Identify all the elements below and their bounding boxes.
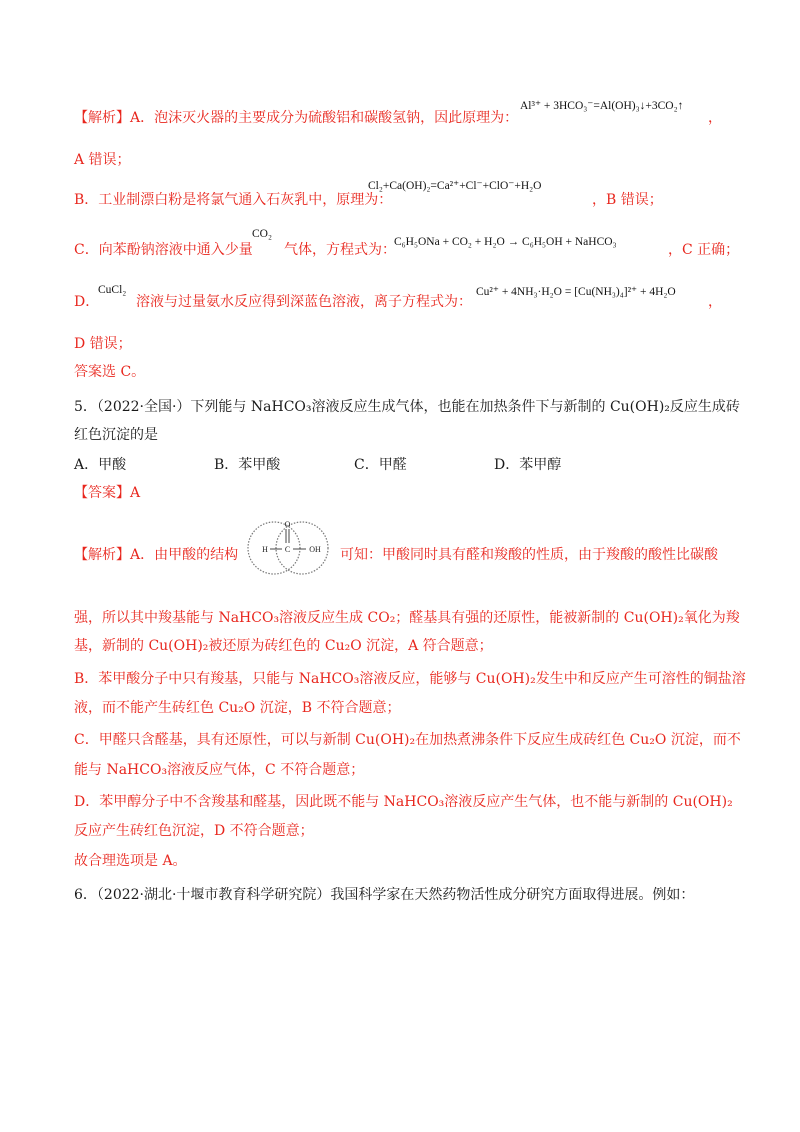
- analysis-a-text: 【解析】A．泡沫灭火器的主要成分为硫酸铝和碳酸氢钠，因此原理为：: [74, 110, 519, 126]
- formula-cucl2: CuCl₂: [98, 284, 127, 296]
- formula-b: Cl₂+Ca(OH)₂=Ca²⁺+Cl⁻+ClO⁻+H₂O: [368, 180, 542, 192]
- q5-option-a: A．甲酸: [74, 457, 127, 473]
- q5-analysis-line-7: D．苯甲醇分子中不含羧基和醛基，因此既不能与 NaHCO₃溶液反应产生气体，也不能与新制的 Cu(OH)₂: [74, 794, 733, 810]
- structure-h: H: [262, 545, 268, 554]
- q5-stem-line1: 5．（2022·全国·）下列能与 NaHCO₃溶液反应生成气体，也能在加热条件下与新制的 Cu(OH)₂反应生成砖: [74, 399, 740, 415]
- q5-analysis-line-9: 故合理选项是 A。: [74, 853, 187, 869]
- q5-analysis-line-8: 反应产生砖红色沉淀，D 不符合题意；: [74, 823, 314, 839]
- formula-a: Al³⁺ + 3HCO₃⁻=Al(OH)₃↓+3CO₂↑: [520, 100, 684, 112]
- formula-d: Cu²⁺ + 4NH₃·H₂O = [Cu(NH₃)₄]²⁺ + 4H₂O: [476, 286, 676, 298]
- structure-c: C: [284, 545, 291, 554]
- q6-stem: 6．（2022·湖北·十堰市教育科学研究院）我国科学家在天然药物活性成分研究方面取得进展。例如：: [74, 887, 695, 903]
- q5-answer: 【答案】A: [74, 485, 141, 501]
- analysis-b-text: B．工业制漂白粉是将氯气通入石灰乳中，原理为：: [74, 192, 393, 208]
- analysis-d-label: D．: [74, 294, 100, 310]
- formula-co2: CO₂: [252, 228, 272, 240]
- analysis-c-text2: 气体，方程式为：: [284, 242, 396, 258]
- analysis-d-text: 溶液与过量氨水反应得到深蓝色溶液，离子方程式为：: [136, 294, 472, 310]
- analysis-d-tail: ，: [708, 294, 722, 310]
- q5-analysis-after: 可知：甲酸同时具有醛和羧酸的性质，由于羧酸的酸性比碳酸: [340, 547, 718, 563]
- q5-analysis-line-2: 基，新制的 Cu(OH)₂被还原为砖红色的 Cu₂O 沉淀，A 符合题意；: [74, 638, 493, 654]
- analysis-c-tail: ，C 正确；: [668, 242, 740, 258]
- q5-analysis-line-6: 能与 NaHCO₃溶液反应气体，C 不符合题意；: [74, 762, 365, 778]
- q5-option-d: D．苯甲醇: [494, 457, 562, 473]
- q5-analysis-line-5: C．甲醛只含醛基，具有还原性，可以与新制 Cu(OH)₂在加热煮沸条件下反应生成砖红色 Cu₂O 沉淀，而不: [74, 732, 741, 748]
- analysis-c-text: C．向苯酚钠溶液中通入少量: [74, 242, 253, 258]
- analysis-a-tail: ，: [708, 110, 722, 126]
- q5-option-b: B．苯甲酸: [214, 457, 281, 473]
- analysis-a-wrong: A 错误；: [74, 152, 131, 168]
- analysis-d-wrong: D 错误；: [74, 336, 132, 352]
- q5-analysis-line-3: B．苯甲酸分子中只有羧基，只能与 NaHCO₃溶液反应，能够与 Cu(OH)₂发生中和反应产生可溶性的铜盐溶: [74, 671, 746, 687]
- q5-analysis-line-1: 强，所以其中羧基能与 NaHCO₃溶液反应生成 CO₂；醛基具有强的还原性，能被新制的 Cu(OH)₂氧化为羧: [74, 610, 740, 626]
- structure-oh: OH: [309, 545, 321, 554]
- structure-o: O: [284, 520, 291, 529]
- analysis-b-tail: ，B 错误；: [592, 192, 663, 208]
- q5-stem-line2: 红色沉淀的是: [74, 427, 158, 443]
- q5-options: [74, 455, 561, 475]
- analysis-answer: 答案选 C。: [74, 364, 146, 380]
- formic-acid-structure: [242, 514, 338, 578]
- q5-option-c: C．甲醛: [354, 457, 407, 473]
- q5-analysis-line-4: 液，而不能产生砖红色 Cu₂O 沉淀，B 不符合题意；: [74, 700, 401, 716]
- q5-analysis-start: 【解析】A．由甲酸的结构: [74, 547, 239, 563]
- formula-c: C₆H₅ONa + CO₂ + H₂O → C₆H₅OH + NaHCO₃: [394, 236, 617, 248]
